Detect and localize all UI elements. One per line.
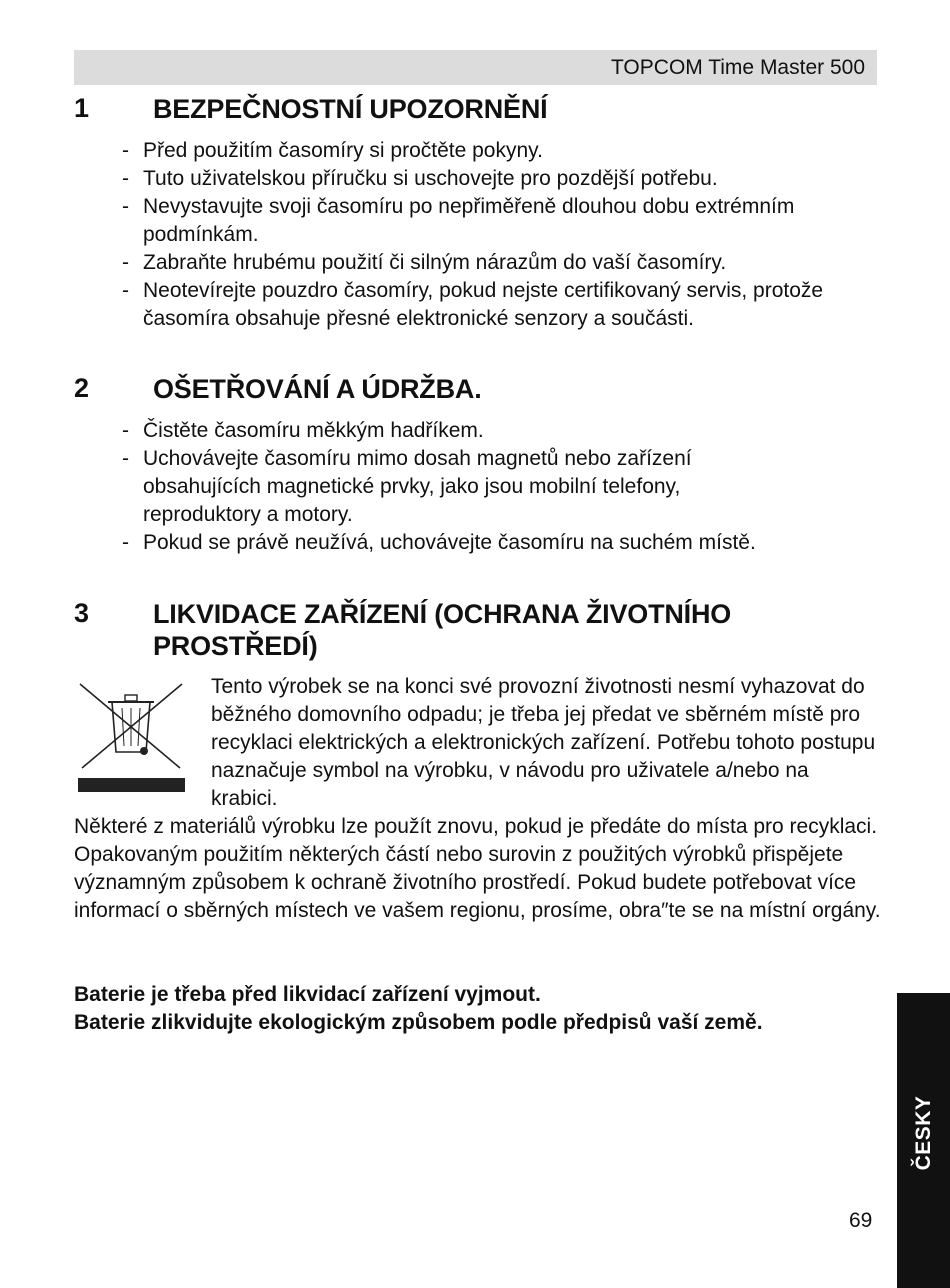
header-title: TOPCOM Time Master 500 xyxy=(610,56,865,79)
section-2-list xyxy=(122,417,882,557)
section-3-title-line-1: LIKVIDACE ZAŘÍZENÍ (OCHRANA ŽIVOTNÍHO xyxy=(153,599,732,629)
section-1-number: 1 xyxy=(74,93,90,123)
language-tab-label: ČESKY xyxy=(911,1095,935,1171)
list-item: - Neotevírejte pouzdro časomíry, pokud nejste certifikovaný servis, protože časomíra obsahuje přesné elektronické senzory a součásti. xyxy=(122,277,888,333)
battery-note-1: Baterie je třeba před likvidací zařízení vyjmout. xyxy=(74,983,541,1006)
list-item: - Tuto uživatelskou příručku si uschovejte pro pozdější potřebu. xyxy=(122,165,892,193)
list-item: - Uchovávejte časomíru mimo dosah magnetů nebo zařízení obsahujících magnetické prvky, jako jsou mobilní telefony, reproduktory a motory. xyxy=(122,445,793,529)
list-item: - Pokud se právě neužívá, uchovávejte časomíru na suchém místě. xyxy=(122,529,882,557)
section-1-list xyxy=(122,137,892,333)
battery-notes xyxy=(74,981,894,1037)
list-item: - Čistěte časomíru měkkým hadříkem. xyxy=(122,417,882,445)
list-item: - Před použitím časomíry si pročtěte pokyny. xyxy=(122,137,892,165)
disposal-paragraph-1: Tento výrobek se na konci své provozní životnosti nesmí vyhazovat do běžného domovního odpadu; je třeba jej předat ve sběrném místě pro recyklaci elektrických a elektronických zařízení. Potřebu tohoto postupu naznačuje symbol na výrobku, v návodu pro uživatele a/nebo na krabici. xyxy=(211,675,876,810)
section-2-number: 2 xyxy=(74,373,90,403)
language-tab xyxy=(897,993,950,1288)
page-number: 69 xyxy=(849,1209,873,1232)
section-2-title: OŠETŘOVÁNÍ A ÚDRŽBA. xyxy=(153,374,482,404)
section-3-title-line-2: PROSTŘEDÍ) xyxy=(153,631,318,661)
list-item: - Zabraňte hrubému použití či silným nárazům do vaší časomíry. xyxy=(122,249,892,277)
page-header xyxy=(74,50,877,85)
section-3-number: 3 xyxy=(74,598,90,628)
disposal-paragraph-2: Některé z materiálů výrobku lze použít znovu, pokud je předáte do místa pro recyklaci. Opakovaným použitím některých částí nebo surovin z použitých výrobků přispějete významným způsobem k ochraně životního prostředí. Pokud budete potřebovat více informací o sběrných místech ve vašem regionu, prosíme, obra″te se na místní orgány. xyxy=(74,815,881,922)
battery-note-2: Baterie zlikvidujte ekologickým způsobem podle předpisů vaší země. xyxy=(74,1011,763,1034)
section-1-title: BEZPEČNOSTNÍ UPOZORNĚNÍ xyxy=(153,94,548,124)
weee-crossed-bin-icon xyxy=(76,680,186,795)
list-item: - Nevystavujte svoji časomíru po nepřiměřeně dlouhou dobu extrémním podmínkám. xyxy=(122,193,803,249)
section-3-title xyxy=(153,598,731,662)
